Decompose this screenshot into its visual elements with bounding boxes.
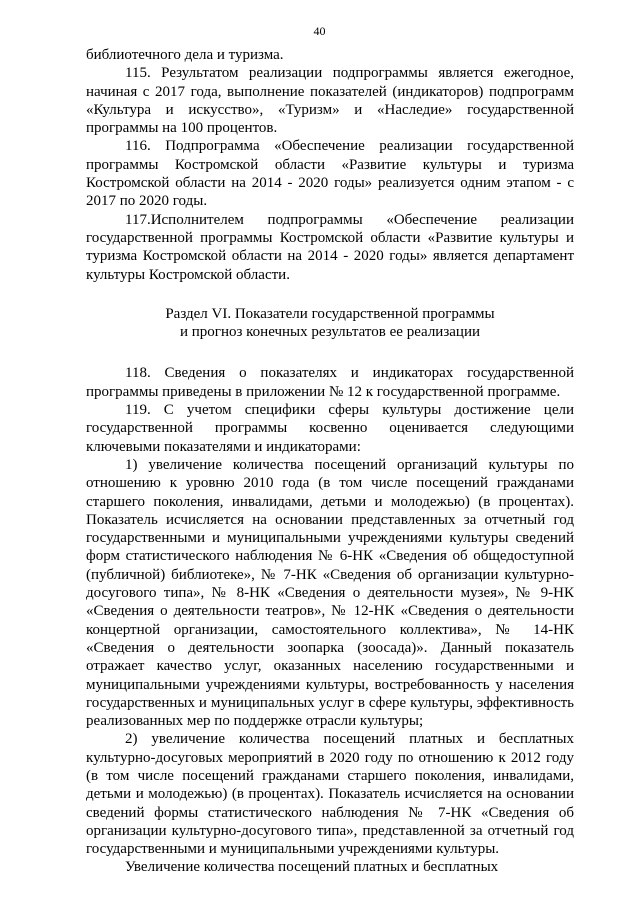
document-body (86, 46, 574, 877)
paragraph-115: 115. Результатом реализации подпрограммы является ежегодное, начиная с 2017 года, выполнение показателей (индикаторов) подпрограмм «Культура и искусство», «Туризм» и «Наследие» государственной программы на 100 процентов. (86, 65, 574, 137)
paragraph-116: 116. Подпрограмма «Обеспечение реализации государственной программы Костромской области «Развитие культуры и туризма Костромской области на 2014 - 2020 годы» реализуется одним этапом - с 2017 по 2020 годы. (86, 138, 574, 210)
paragraph-119: 119. С учетом специфики сферы культуры достижение цели государственной программы косвенно оценивается следующими ключевыми показателями и индикаторами: (86, 402, 574, 455)
section-heading-line-2: и прогноз конечных результатов ее реализации (179, 324, 480, 341)
page-number: 40 (313, 24, 326, 38)
list-item-1: 1) увеличение количества посещений организаций культуры по отношению к уровню 2010 года (в том числе посещений гражданами старшего поколения, инвалидами, детьми и молодежью) (в процентах). Показатель исчисляется на основании представленных за отчетный год государственными и муниципальными учреждениями культуры сведений форм статистического наблюдения № 6-НК «Сведения об общедоступной (публичной) библиотеке», № 7-НК «Сведения об организации культурно-досугового типа», № 8-НК «Сведения о деятельности музея», № 9-НК «Сведения о деятельности театров», № 12-НК «Сведения о деятельности концертной организации, самостоятельного коллектива», № 14-НК «Сведения о деятельности зоопарка (зоосада)». Данный показатель отражает качество услуг, оказанных населению государственными и муниципальными учреждениями культуры, востребованность у населения государственных и муниципальных услуг в сфере культуры, эффективность реализованных мер по поддержке отрасли культуры; (86, 456, 574, 730)
paragraph-continuation: библиотечного дела и туризма. (86, 47, 284, 63)
list-item-2: 2) увеличение количества посещений платных и бесплатных культурно-досуговых мероприятий в 2020 году по отношению к 2012 году (в том числе посещений гражданами старшего поколения, инвалидами, детьми и молодежью) (в процентах). Показатель исчисляется на основании сведений формы статистического наблюдения № 7-НК «Сведения об организации культурно-досугового типа», представленной за отчетный год государственными и муниципальными учреждениями культуры. (86, 731, 574, 858)
paragraph-118: 118. Сведения о показателях и индикаторах государственной программы приведены в приложении № 12 к государственной программе. (86, 365, 574, 400)
paragraph-117: 117.Исполнителем подпрограммы «Обеспечение реализации государственной программы Костромской области «Развитие культуры и туризма Костромской области на 2014 - 2020 годы» является департамент культуры Костромской области. (86, 211, 574, 283)
section-heading-line-1: Раздел VI. Показатели государственной программы (165, 305, 495, 322)
section-heading (86, 305, 574, 342)
paragraph-continued-next-page: Увеличение количества посещений платных и бесплатных (125, 859, 499, 876)
